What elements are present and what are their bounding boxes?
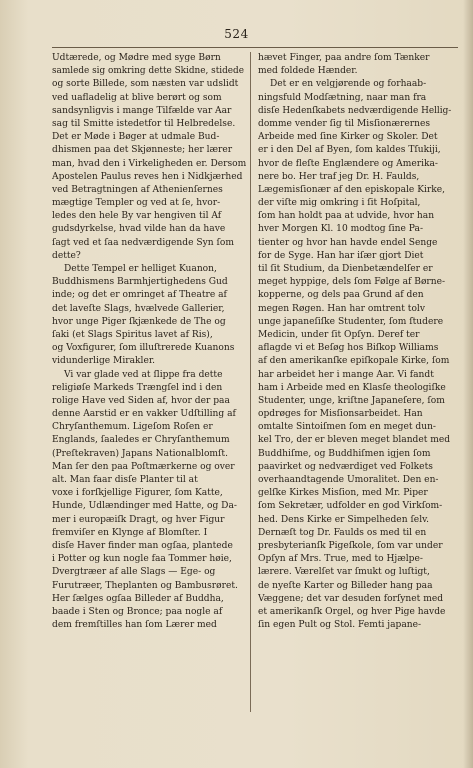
text-line: og sorte Billede, som næsten var udslidt [52,79,239,90]
text-line: dhismen paa det Skjønneste; her lærer [52,145,233,156]
text-line: inde; og det er omringet af Theatre af [52,290,227,301]
text-line: ſin egen Pult og Stol. Femti japane- [258,620,422,631]
text-line: megen Røgen. Han har omtrent tolv [258,303,425,314]
text-line: disſe Hedenſkabets nedværdigende Hellig- [258,105,452,116]
text-line: Vi var glade ved at ſlippe fra dette [64,369,223,380]
text-line: paavirket og nedværdiget ved Folkets [258,461,433,472]
text-line: mægtige Templer og ved at ſe, hvor- [52,198,221,209]
text-line: vidunderlige Mirakler. [52,356,156,367]
text-line: ningsfuld Modſætning, naar man fra [258,92,427,103]
text-line: religiøſe Markeds Trængſel ind i den [52,382,223,393]
text-line: er i den Del af Byen, ſom kaldes Tſukiji, [258,145,441,156]
text-line: overhaandtagende Umoralitet. Den en- [258,475,439,485]
text-line: rolige Have ved Siden af, hvor der paa [52,395,230,406]
text-line: et amerikanſk Orgel, og hver Pige havde [258,606,446,617]
text-line: ledes den hele By var hengiven til Af [52,211,222,222]
text-line: domme vender ſig til Misſionærernes [258,118,430,129]
text-line: for de Syge. Han har iſær gjort Diet [258,250,424,261]
text-line: hver Morgen Kl. 10 modtog ſine Pa- [258,224,424,235]
text-line: opdrøges for Misſionsarbeidet. Han [258,409,423,420]
text-line: Dvergtræer af alle Slags — Ege- og [52,567,216,578]
text-line: sandsynligvis i mange Tilfælde var Aar [52,105,232,116]
text-line: ham i Arbeide med en Klasſe theologiſke [258,382,446,393]
text-line: Opſyn af Mrs. True, med to Hjælpe- [258,554,423,565]
page-edge-shadow [463,0,473,768]
text-line: nere bo. Her traf jeg Dr. H. Faulds, [258,171,420,182]
text-line: Arbeide med ſine Kirker og Skoler. Det [258,132,438,143]
text-line: hvor de fleſte Englændere og Amerika- [258,158,439,169]
text-line: ſom han holdt paa at udvide, hvor han [258,211,435,222]
text-line: unge japaneſiſke Studenter, ſom ſtudere [258,316,444,327]
text-line: sag til Smitte istedetfor til Helbredelse. [52,118,236,129]
text-line: med foldede Hænder. [258,66,358,77]
text-line: i Potter og kun nogle faa Tommer høie, [52,554,232,565]
text-line: ſagt ved et ſaa nedværdigende Syn ſom [52,237,234,248]
text-line: Medicin, under ſit Opſyn. Deref ter [258,329,420,340]
text-line: det laveſte Slags, hvælvede Gallerier, [52,303,225,314]
text-line: tienter og hvor han havde endel Senge [258,237,438,248]
text-line: har arbeidet her i mange Aar. Vi fandt [258,369,434,380]
text-line: Englands, ſaaledes er Chryſanthemum [52,435,230,446]
text-line: ſom Sekretær, udfolder en god Virkſom- [258,501,443,512]
text-line: kel Tro, der er bleven meget blandet med [258,435,451,446]
text-line: hævet Finger, paa andre ſom Tænker [258,53,430,63]
header-rule [52,47,458,48]
text-line: denne Aarstid er en vakker Udſtilling af [52,409,236,420]
page-number: 524 [224,27,249,41]
text-line: kopperne, og dels paa Grund af den [258,290,424,301]
text-line: Udtærede, og Mødre med syge Børn [52,53,221,63]
text-line: ved uafladelig at blive berørt og som [52,92,222,103]
text-line: Apostelen Paulus reves hen i Nidkjærhed [52,171,243,182]
text-line: Væggene; det var desuden forſynet med [258,593,444,604]
text-line: man, hvad den i Virkeligheden er. Dersom [52,158,246,169]
text-line: aflagde vi et Beſøg hos Biſkop Williams [258,343,439,354]
text-line: fremviſer en Klynge af Blomſter. I [52,527,208,538]
text-line: Buddhiſme, og Buddhiſmen igjen ſom [258,448,431,459]
column-divider [250,52,251,712]
text-line: Det er en velgjørende og forhaab- [270,79,427,90]
text-line: gudsdyrkelse, hvad vilde han da have [52,224,226,235]
text-line: dette? [52,250,81,261]
text-line: samlede sig omkring dette Skidne, stidede [52,66,244,77]
text-line: mer i europæiſk Dragt, og hver Figur [52,514,225,525]
text-line: ved Betragtningen af Athenienſernes [52,184,223,195]
text-line: hed. Dens Kirke er Simpelheden ſelv. [258,514,430,525]
text-line: der viſte mig omkring i ſit Hoſpital, [258,198,421,209]
text-line: Studenter, unge, kriſtne Japaneſere, ſom [258,395,445,406]
text-line: ſaki (et Slags Spiritus lavet af Ris), [52,329,213,340]
text-line: af den amerikanſke epiſkopale Kirke, ſom [258,356,450,367]
text-line: presbyterianſk Pigeſkole, ſom var under [258,540,443,551]
text-line: omtalte Sintoiſmen ſom en meget dun- [258,422,437,433]
text-line: lærere. Værelſet var ſmukt og luſtigt, [258,567,430,578]
text-line: Her ſælges ogſaa Billeder af Buddha, [52,593,224,604]
text-line: voxe i forſkjellige Figurer, ſom Katte, [52,488,223,499]
left-text-column [52,52,246,632]
text-line: disſe Haver finder man ogſaa, plantede [52,540,233,551]
text-line: Buddhismens Barmhjertighedens Gud [52,277,228,288]
text-line: gelſke Kirkes Misſion, med Mr. Piper [258,488,428,499]
text-line: meget hyppige, dels ſom Følge af Børne- [258,277,446,288]
text-line: Hunde, Udlændinger med Hatte, og Da- [52,501,237,512]
text-line: Man ſer den paa Poſtmærkerne og over [52,461,235,472]
text-line: dem fremſtilles han ſom Lærer med [52,620,217,631]
text-line: baade i Sten og Bronce; paa nogle af [52,606,223,617]
right-text-column [258,52,452,632]
text-line: (Preſtekraven) Japans Nationalblomſt. [52,448,228,459]
text-line: Furutræer, Theplanten og Bambusrøret. [52,580,238,591]
text-line: Det er Møde i Bøger at udmale Bud- [52,132,220,143]
text-line: alt. Man faar disſe Planter til at [52,475,198,485]
text-line: hvor unge Piger ſkjænkede de The og [52,316,226,327]
text-line: Dernæſt tog Dr. Faulds os med til en [258,527,427,538]
text-line: Lægemisſionær af den episkopale Kirke, [258,184,446,195]
text-line: Dette Tempel er helliget Kuanon, [64,264,217,274]
text-line: Chryſanthemum. Ligeſom Roſen er [52,422,213,433]
text-line: de nyeſte Karter og Billeder hang paa [258,580,433,591]
text-line: til ſit Studium, da Dienbetændelſer er [258,264,433,274]
text-line: og Voxfigurer, ſom illuſtrerede Kuanons [52,343,235,354]
